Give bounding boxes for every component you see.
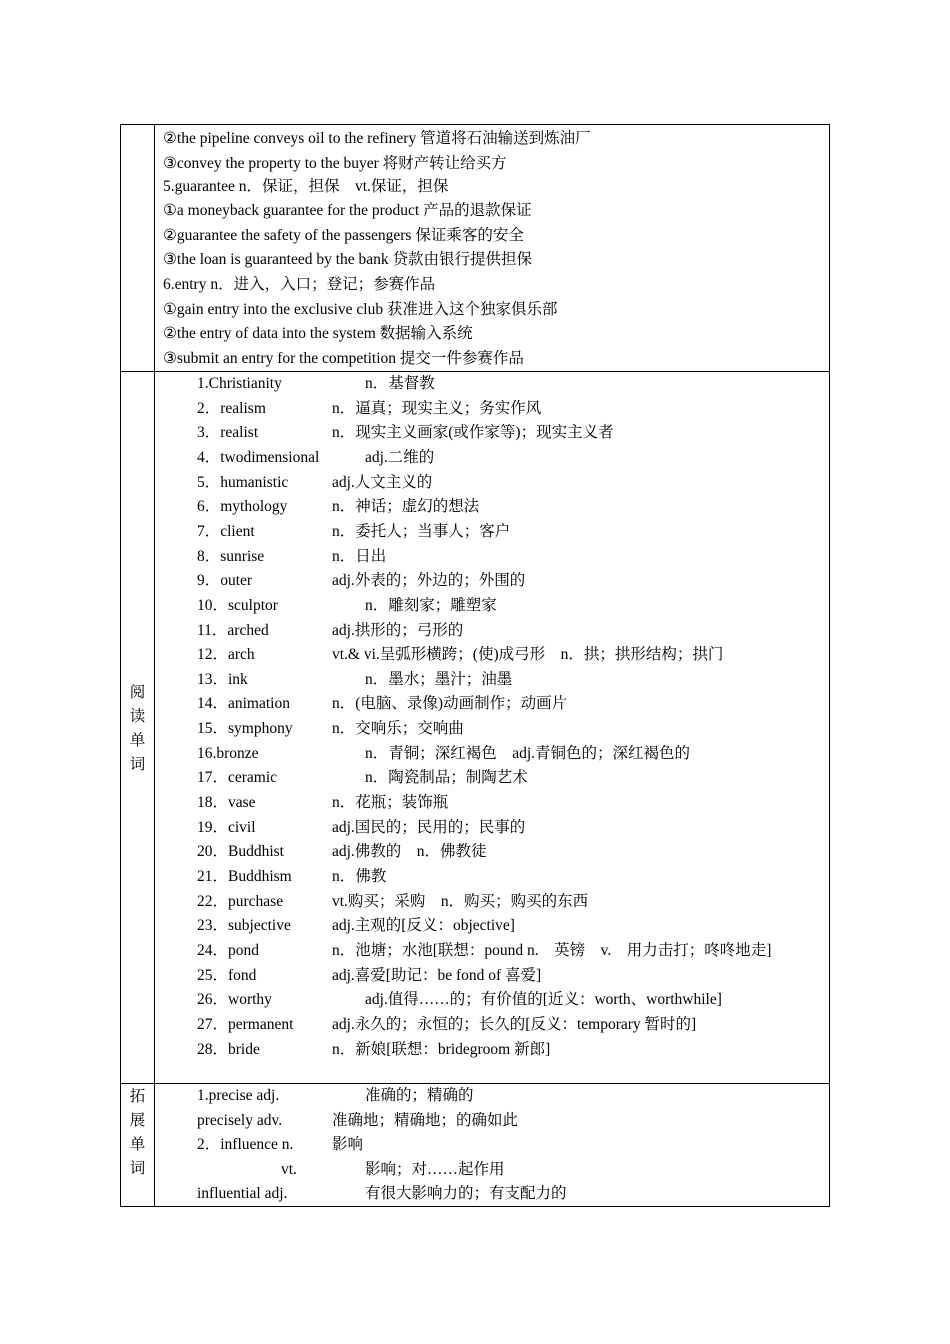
top-line: ③the loan is guaranteed by the bank 贷款由银行提供担保 [163, 251, 533, 268]
reading-word-definition: vt.& vi.呈弧形横跨；(使)成弓形 n．拱；拱形结构；拱门 [332, 646, 724, 664]
extended-word: vt. [281, 1160, 297, 1178]
reading-word: 17．ceramic [197, 769, 278, 787]
vocabulary-table [120, 124, 830, 1207]
row-divider-2 [121, 1083, 829, 1084]
reading-word: 2．realism [197, 399, 266, 417]
extended-word-definition: 影响；对……起作用 [365, 1160, 505, 1178]
reading-word-definition: adj.国民的；民用的；民事的 [332, 818, 526, 836]
reading-words-label: 阅 读 单 词 [129, 684, 146, 773]
reading-word-definition: adj.人文主义的 [332, 473, 433, 491]
reading-word-definition: n．池塘；水池[联想：pound n. 英镑 v. 用力击打；咚咚地走] [332, 941, 772, 959]
reading-word-definition: n．青铜；深红褐色 adj.青铜色的；深红褐色的 [365, 744, 691, 762]
extended-words-label: 拓 展 单 词 [129, 1088, 146, 1177]
reading-word: 22．purchase [197, 892, 284, 910]
reading-word-definition: adj.佛教的 n．佛教徒 [332, 843, 487, 861]
top-line: ②the entry of data into the system 数据输入系统 [163, 325, 473, 342]
reading-word-definition: n．交响乐；交响曲 [332, 720, 464, 738]
reading-word: 21．Buddhism [197, 868, 292, 885]
reading-word-definition: adj.拱形的；弓形的 [332, 621, 464, 639]
reading-word: 7．client [197, 522, 255, 540]
reading-word: 1.Christianity [197, 375, 282, 392]
reading-word: 19．civil [197, 818, 256, 836]
reading-word: 25．fond [197, 966, 257, 984]
extended-word-definition: 有很大影响力的；有支配力的 [365, 1185, 567, 1202]
extended-word-definition: 影响 [332, 1136, 364, 1153]
reading-word: 11．arched [197, 621, 269, 639]
reading-word: 12．arch [197, 646, 255, 664]
top-line: ②the pipeline conveys oil to the refinery 管道将石油输送到炼油厂 [163, 130, 591, 147]
reading-word-definition: adj.外表的；外边的；外围的 [332, 572, 526, 590]
reading-word: 18．vase [197, 794, 256, 812]
reading-word: 13．ink [197, 670, 248, 688]
extended-word: precisely adv. [197, 1111, 283, 1129]
reading-word-definition: n．雕刻家；雕塑家 [365, 596, 497, 614]
reading-word: 20．Buddhist [197, 843, 284, 861]
reading-word-definition: adj.值得……的；有价值的[近义：worth、worthwhile] [365, 991, 722, 1009]
top-line: ①gain entry into the exclusive club 获准进入这个独家俱乐部 [163, 301, 558, 318]
top-line: ②guarantee the safety of the passengers 保证乘客的安全 [163, 227, 524, 244]
reading-word-definition: n．花瓶；装饰瓶 [332, 794, 449, 812]
reading-word-definition: n．基督教 [365, 375, 435, 392]
reading-word: 14．animation [197, 695, 290, 713]
top-line: ①a moneyback guarantee for the product 产品的退款保证 [163, 202, 532, 219]
reading-word-definition: adj.主观的[反义：objective] [332, 917, 515, 935]
reading-word-definition: n．(电脑、录像)动画制作；动画片 [332, 695, 568, 713]
reading-word: 23．subjective [197, 917, 291, 935]
extended-word-definition: 准确的；精确的 [365, 1087, 474, 1104]
extended-word: 1.precise adj. [197, 1087, 280, 1104]
reading-word: 10．sculptor [197, 596, 278, 614]
extended-word-definition: 准确地；精确地；的确如此 [332, 1111, 519, 1129]
reading-word: 16.bronze [197, 744, 259, 762]
reading-word: 28．bride [197, 1040, 260, 1058]
reading-word-definition: adj.喜爱[助记：be fond of 喜爱] [332, 966, 542, 984]
reading-word-definition: n．日出 [332, 547, 387, 565]
reading-word-definition: n．新娘[联想：bridegroom 新郎] [332, 1040, 551, 1058]
reading-word: 5．humanistic [197, 473, 289, 491]
top-line: ③submit an entry for the competition 提交一件参赛作品 [163, 350, 524, 367]
reading-word-definition: n．逼真；现实主义；务实作风 [332, 399, 542, 417]
reading-word-definition: adj.永久的；永恒的；长久的[反义：temporary 暂时的] [332, 1015, 697, 1033]
reading-word-definition: adj.二维的 [365, 448, 435, 466]
reading-word: 15．symphony [197, 720, 293, 738]
extended-word: influential adj. [197, 1185, 288, 1202]
reading-word-definition: n．佛教 [332, 868, 387, 885]
reading-word-definition: n．神话；虚幻的想法 [332, 498, 480, 516]
reading-word: 6．mythology [197, 498, 288, 516]
row-divider-1 [121, 371, 829, 372]
reading-word: 8．sunrise [197, 547, 265, 565]
top-line: 6.entry n．进入，入口；登记；参赛作品 [163, 276, 436, 293]
reading-word-definition: n．现实主义画家(或作家等)；现实主义者 [332, 424, 614, 442]
reading-word: 9．outer [197, 572, 253, 590]
reading-word: 4．twodimensional [197, 448, 320, 466]
extended-word: 2．influence n. [197, 1136, 294, 1153]
reading-word: 27．permanent [197, 1015, 294, 1033]
reading-word: 26．worthy [197, 991, 272, 1009]
reading-word: 3．realist [197, 424, 259, 442]
reading-word-definition: n．陶瓷制品；制陶艺术 [365, 769, 528, 787]
reading-word: 24．pond [197, 941, 260, 959]
top-line: ③convey the property to the buyer 将财产转让给买方 [163, 155, 507, 172]
label-column-divider [154, 125, 155, 1206]
reading-word-definition: n．墨水；墨汁；油墨 [365, 670, 513, 688]
reading-word-definition: vt.购买；采购 n．购买；购买的东西 [332, 892, 589, 910]
top-line: 5.guarantee n．保证，担保 vt.保证，担保 [163, 178, 449, 195]
reading-word-definition: n．委托人；当事人；客户 [332, 522, 511, 540]
